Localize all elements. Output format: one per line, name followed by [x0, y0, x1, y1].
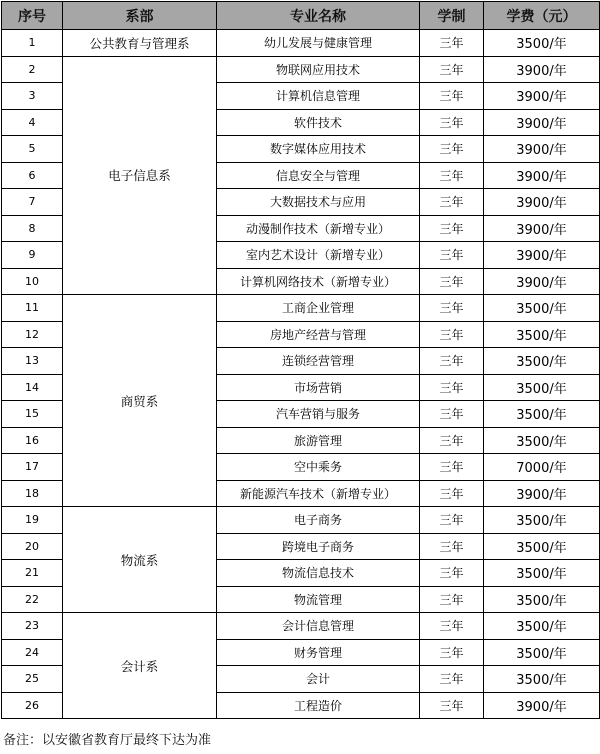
- major-name: 室内艺术设计（新增专业）: [217, 242, 420, 269]
- major-name: 大数据技术与应用: [217, 189, 420, 216]
- duration-cell: 三年: [420, 666, 484, 693]
- tuition-cell: 3900/年: [484, 189, 600, 216]
- row-number: 25: [2, 666, 63, 693]
- tuition-cell: 3900/年: [484, 109, 600, 136]
- row-number: 20: [2, 533, 63, 560]
- duration-cell: 三年: [420, 692, 484, 719]
- row-number: 2: [2, 56, 63, 83]
- row-number: 14: [2, 374, 63, 401]
- row-number: 3: [2, 83, 63, 110]
- major-name: 新能源汽车技术（新增专业）: [217, 480, 420, 507]
- department-cell: 公共教育与管理系: [63, 30, 217, 57]
- duration-cell: 三年: [420, 321, 484, 348]
- row-number: 11: [2, 295, 63, 322]
- row-number: 13: [2, 348, 63, 375]
- row-number: 16: [2, 427, 63, 454]
- tuition-cell: 3500/年: [484, 507, 600, 534]
- duration-cell: 三年: [420, 215, 484, 242]
- header-tuition: 学费（元）: [484, 2, 600, 30]
- row-number: 4: [2, 109, 63, 136]
- tuition-cell: 7000/年: [484, 454, 600, 481]
- tuition-cell: 3900/年: [484, 242, 600, 269]
- duration-cell: 三年: [420, 639, 484, 666]
- row-number: 21: [2, 560, 63, 587]
- major-name: 数字媒体应用技术: [217, 136, 420, 163]
- row-number: 1: [2, 30, 63, 57]
- major-name: 连锁经营管理: [217, 348, 420, 375]
- row-number: 10: [2, 268, 63, 295]
- tuition-cell: 3500/年: [484, 348, 600, 375]
- table-header: [2, 2, 600, 30]
- tuition-cell: 3900/年: [484, 480, 600, 507]
- row-number: 5: [2, 136, 63, 163]
- major-name: 动漫制作技术（新增专业）: [217, 215, 420, 242]
- row-number: 6: [2, 162, 63, 189]
- major-name: 幼儿发展与健康管理: [217, 30, 420, 57]
- major-name: 工商企业管理: [217, 295, 420, 322]
- major-name: 会计: [217, 666, 420, 693]
- row-number: 23: [2, 613, 63, 640]
- duration-cell: 三年: [420, 533, 484, 560]
- tuition-cell: 3500/年: [484, 666, 600, 693]
- major-name: 物流管理: [217, 586, 420, 613]
- tuition-cell: 3500/年: [484, 321, 600, 348]
- duration-cell: 三年: [420, 507, 484, 534]
- duration-cell: 三年: [420, 454, 484, 481]
- tuition-cell: 3500/年: [484, 30, 600, 57]
- duration-cell: 三年: [420, 427, 484, 454]
- row-number: 19: [2, 507, 63, 534]
- major-name: 电子商务: [217, 507, 420, 534]
- header-major: 专业名称: [217, 2, 420, 30]
- duration-cell: 三年: [420, 83, 484, 110]
- header-row: [2, 2, 600, 30]
- tuition-cell: 3500/年: [484, 613, 600, 640]
- major-name: 会计信息管理: [217, 613, 420, 640]
- row-number: 7: [2, 189, 63, 216]
- row-number: 24: [2, 639, 63, 666]
- department-cell: 会计系: [63, 613, 217, 719]
- row-number: 9: [2, 242, 63, 269]
- duration-cell: 三年: [420, 30, 484, 57]
- duration-cell: 三年: [420, 162, 484, 189]
- duration-cell: 三年: [420, 480, 484, 507]
- major-name: 市场营销: [217, 374, 420, 401]
- duration-cell: 三年: [420, 189, 484, 216]
- tuition-cell: 3900/年: [484, 56, 600, 83]
- tuition-cell: 3500/年: [484, 295, 600, 322]
- major-name: 物流信息技术: [217, 560, 420, 587]
- tuition-cell: 3500/年: [484, 560, 600, 587]
- major-name: 财务管理: [217, 639, 420, 666]
- tuition-cell: 3900/年: [484, 215, 600, 242]
- table-row: [2, 30, 600, 57]
- row-number: 15: [2, 401, 63, 428]
- major-name: 跨境电子商务: [217, 533, 420, 560]
- major-name: 信息安全与管理: [217, 162, 420, 189]
- header-no: 序号: [2, 2, 63, 30]
- row-number: 12: [2, 321, 63, 348]
- table-row: [2, 56, 600, 83]
- row-number: 8: [2, 215, 63, 242]
- department-cell: 商贸系: [63, 295, 217, 507]
- tuition-cell: 3900/年: [484, 136, 600, 163]
- tuition-table: [1, 1, 600, 719]
- major-name: 计算机网络技术（新增专业）: [217, 268, 420, 295]
- row-number: 26: [2, 692, 63, 719]
- duration-cell: 三年: [420, 613, 484, 640]
- duration-cell: 三年: [420, 268, 484, 295]
- duration-cell: 三年: [420, 109, 484, 136]
- tuition-cell: 3500/年: [484, 533, 600, 560]
- duration-cell: 三年: [420, 295, 484, 322]
- row-number: 18: [2, 480, 63, 507]
- table-row: [2, 295, 600, 322]
- major-name: 软件技术: [217, 109, 420, 136]
- duration-cell: 三年: [420, 401, 484, 428]
- major-name: 物联网应用技术: [217, 56, 420, 83]
- row-number: 22: [2, 586, 63, 613]
- header-duration: 学制: [420, 2, 484, 30]
- tuition-cell: 3500/年: [484, 374, 600, 401]
- table-row: [2, 613, 600, 640]
- table-row: [2, 507, 600, 534]
- major-name: 汽车营销与服务: [217, 401, 420, 428]
- tuition-cell: 3900/年: [484, 692, 600, 719]
- department-cell: 电子信息系: [63, 56, 217, 295]
- duration-cell: 三年: [420, 374, 484, 401]
- major-name: 工程造价: [217, 692, 420, 719]
- duration-cell: 三年: [420, 560, 484, 587]
- major-name: 计算机信息管理: [217, 83, 420, 110]
- major-name: 旅游管理: [217, 427, 420, 454]
- tuition-cell: 3500/年: [484, 401, 600, 428]
- tuition-cell: 3900/年: [484, 83, 600, 110]
- duration-cell: 三年: [420, 242, 484, 269]
- tuition-cell: 3500/年: [484, 586, 600, 613]
- table-body: [2, 30, 600, 719]
- duration-cell: 三年: [420, 136, 484, 163]
- tuition-cell: 3900/年: [484, 268, 600, 295]
- row-number: 17: [2, 454, 63, 481]
- tuition-cell: 3900/年: [484, 162, 600, 189]
- tuition-cell: 3500/年: [484, 427, 600, 454]
- duration-cell: 三年: [420, 56, 484, 83]
- major-name: 房地产经营与管理: [217, 321, 420, 348]
- duration-cell: 三年: [420, 586, 484, 613]
- major-name: 空中乘务: [217, 454, 420, 481]
- department-cell: 物流系: [63, 507, 217, 613]
- footnote: 备注：以安徽省教育厅最终下达为准: [3, 733, 212, 748]
- tuition-cell: 3500/年: [484, 639, 600, 666]
- header-department: 系部: [63, 2, 217, 30]
- duration-cell: 三年: [420, 348, 484, 375]
